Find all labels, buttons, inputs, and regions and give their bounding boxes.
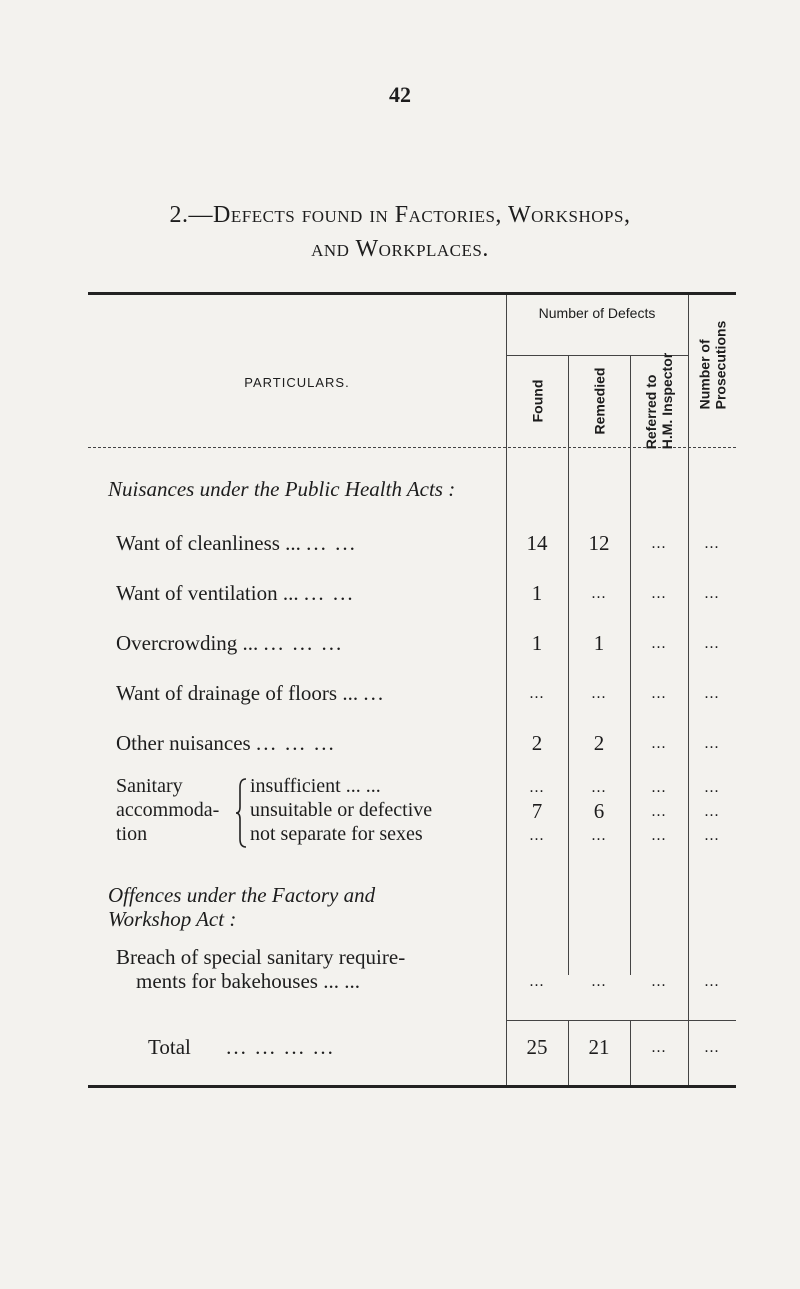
- total-rule: [506, 1020, 736, 1021]
- remedied-header: Remedied: [591, 367, 608, 435]
- section-heading-public-health: Nuisances under the Public Health Acts :: [108, 477, 456, 501]
- found-header: Found: [528, 379, 545, 423]
- referred-header: Referred to H.M. Inspector: [643, 352, 675, 450]
- title-line-1: 2.—Defects found in Factories, Workshops,: [169, 202, 631, 228]
- defects-table: Number of Defects PARTICULARS. Found Remedied Referred to H.M. Inspector Number of Prosecutions Nuisances under the Public Health Acts : Want of cleanliness ... ... ... 14 12 ... ... Want of ventilation ... ... ... 1 ... ... ... Overcrowding ... ... ... ... 1 1 ... ... Want of drainage of floors ... ... ... ... ... ... Other nuisances ... ... ... 2 2 ... ... Sanitary accommoda- tion insufficient ... ... ... ... ... ... unsuitable or defective 7 6 ... ... not separate for sexes ... ... ... ... Offences under the Factory and Workshop Act : Breach of special sanitary require- ments for bakehouses ... ... ... ... ... ... Total ... ... ... ... 25 21 ... ...: [88, 292, 736, 1088]
- page-number: 42: [389, 82, 411, 107]
- header-rule: [88, 447, 736, 448]
- page-title: [0, 198, 800, 266]
- prosecutions-header: Number of Prosecutions: [696, 320, 729, 410]
- section-heading-factory-act: Offences under the Factory and Workshop Act :: [108, 883, 376, 931]
- brace-icon: [236, 777, 248, 849]
- number-of-defects-header: Number of Defects: [538, 305, 656, 321]
- title-line-2: and Workplaces.: [311, 236, 489, 262]
- column-divider: [630, 355, 631, 975]
- particulars-header: PARTICULARS.: [244, 375, 350, 390]
- column-divider: [568, 355, 569, 975]
